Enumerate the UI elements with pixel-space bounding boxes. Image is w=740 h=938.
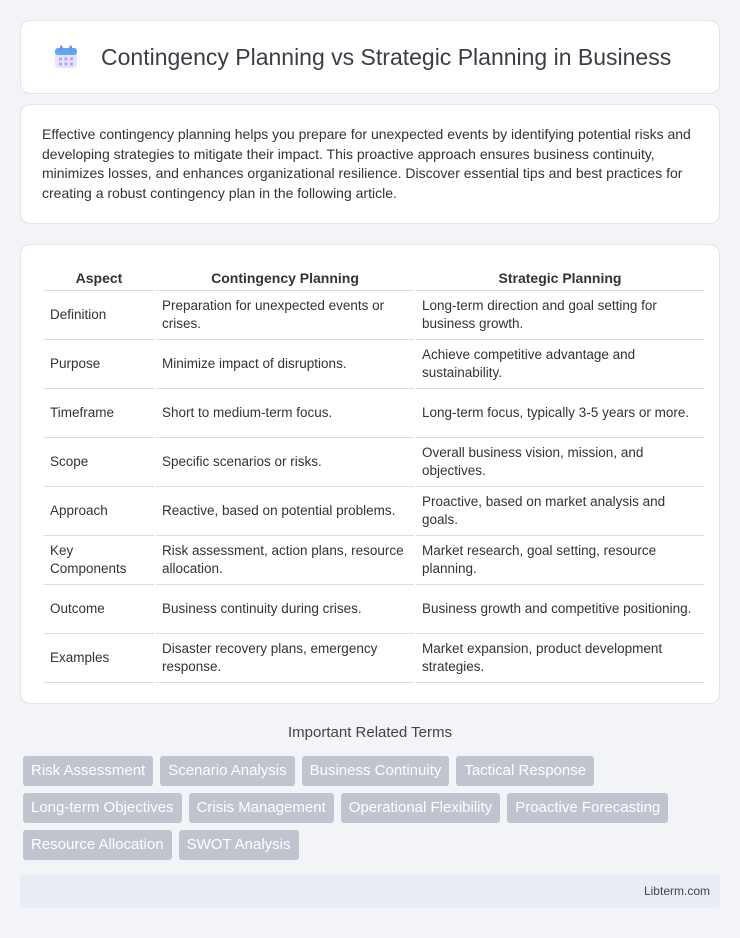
table-row: [44, 634, 704, 683]
table-row: [44, 340, 704, 389]
table-cell: Achieve competitive advantage and sustainability.: [416, 340, 704, 389]
table-cell: Market research, goal setting, resource planning.: [416, 536, 704, 585]
table-cell: Specific scenarios or risks.: [156, 438, 414, 487]
table-cell: Reactive, based on potential problems.: [156, 487, 414, 536]
footer: [20, 874, 720, 908]
tag-business-continuity[interactable]: Business Continuity: [302, 756, 450, 786]
table-cell: Examples: [44, 634, 154, 683]
table-row: [44, 585, 704, 634]
table-cell: Market expansion, product development strategies.: [416, 634, 704, 683]
intro-text: Effective contingency planning helps you prepare for unexpected events by identifying potential risks and developing strategies to mitigate their impact. This proactive approach ensures business continuity, minimizes losses, and enhances organizational resilience. Discover essential tips and best practices for creating a robust contingency plan in the following article.: [42, 126, 691, 201]
table-cell: Scope: [44, 438, 154, 487]
header-card: [20, 20, 720, 94]
column-header: Contingency Planning: [156, 265, 414, 291]
table-cell: Approach: [44, 487, 154, 536]
table-cell: Overall business vision, mission, and objectives.: [416, 438, 704, 487]
column-header: Strategic Planning: [416, 265, 704, 291]
table-cell: Timeframe: [44, 389, 154, 438]
tag-swot-analysis[interactable]: SWOT Analysis: [179, 830, 299, 860]
table-cell: Long-term direction and goal setting for business growth.: [416, 291, 704, 340]
table-cell: Outcome: [44, 585, 154, 634]
table-row: [44, 438, 704, 487]
calendar-icon: [53, 44, 79, 70]
table-cell: Risk assessment, action plans, resource allocation.: [156, 536, 414, 585]
related-terms-title: Important Related Terms: [288, 724, 452, 741]
table-cell: Purpose: [44, 340, 154, 389]
table-cell: Business continuity during crises.: [156, 585, 414, 634]
tag-crisis-management[interactable]: Crisis Management: [189, 793, 334, 823]
table-cell: Minimize impact of disruptions.: [156, 340, 414, 389]
column-header: Aspect: [44, 265, 154, 291]
tag-operational-flexibility[interactable]: Operational Flexibility: [341, 793, 500, 823]
table-cell: Proactive, based on market analysis and goals.: [416, 487, 704, 536]
table-cell: Preparation for unexpected events or crises.: [156, 291, 414, 340]
tag-long-term-objectives[interactable]: Long-term Objectives: [23, 793, 182, 823]
tag-scenario-analysis[interactable]: Scenario Analysis: [160, 756, 294, 786]
table-row: [44, 487, 704, 536]
tag-resource-allocation[interactable]: Resource Allocation: [23, 830, 172, 860]
tag-tactical-response[interactable]: Tactical Response: [456, 756, 594, 786]
table-cell: Disaster recovery plans, emergency response.: [156, 634, 414, 683]
comparison-card: [20, 244, 720, 704]
page-title: Contingency Planning vs Strategic Planning in Business: [101, 43, 672, 70]
tag-proactive-forecasting[interactable]: Proactive Forecasting: [507, 793, 668, 823]
table-row: [44, 291, 704, 340]
comparison-table: [42, 265, 706, 683]
footer-brand-link[interactable]: Libterm.com: [643, 884, 710, 898]
table-cell: Business growth and competitive positioning.: [416, 585, 704, 634]
table-row: [44, 389, 704, 438]
table-cell: Key Components: [44, 536, 154, 585]
related-terms-list: [23, 756, 723, 860]
table-cell: Short to medium-term focus.: [156, 389, 414, 438]
tag-risk-assessment[interactable]: Risk Assessment: [23, 756, 153, 786]
table-header-row: [44, 265, 704, 291]
table-row: [44, 536, 704, 585]
intro-card: [20, 104, 720, 224]
table-cell: Definition: [44, 291, 154, 340]
table-cell: Long-term focus, typically 3-5 years or more.: [416, 389, 704, 438]
